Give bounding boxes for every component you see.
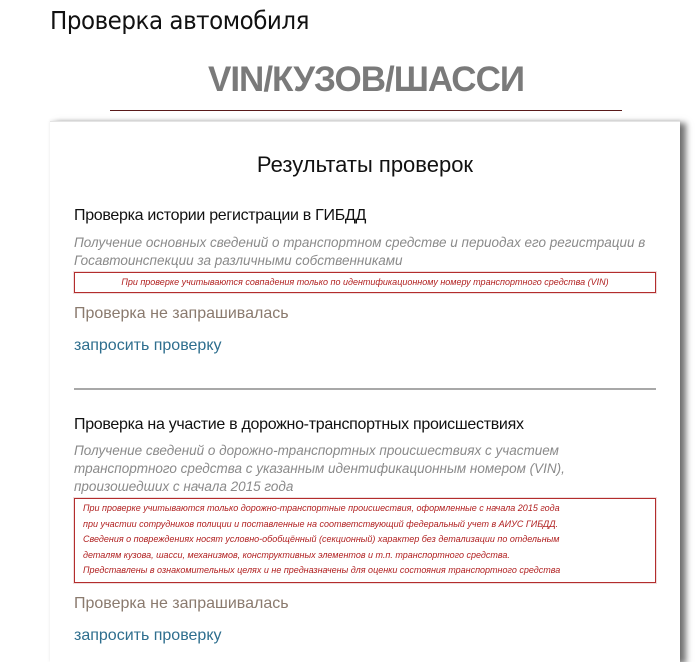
request-check-link[interactable]: запросить проверку xyxy=(74,337,222,354)
section-title: Проверка истории регистрации в ГИБДД xyxy=(74,207,366,224)
notice-line: при участии сотрудников полиции и поставленные на соответствующий федеральный учет в АИУС ГИБДД. xyxy=(83,518,559,529)
section-road-accidents xyxy=(74,416,656,645)
notice-box xyxy=(74,498,656,583)
section-description: Получение основных сведений о транспортном средстве и периодах его регистрации в Госавтоинспекции за различными собственниками xyxy=(74,235,646,268)
section-registration-history xyxy=(74,207,656,355)
status-text: Проверка не запрашивалась xyxy=(74,594,289,612)
notice-box xyxy=(74,272,656,293)
results-title: Результаты проверок xyxy=(256,152,474,177)
vin-body-chassis-heading: VIN/КУЗОВ/ШАССИ xyxy=(207,60,525,99)
notice-line: Сведения о повреждениях носят условно-обобщённый (секционный) характер без детализации по отдельным xyxy=(83,534,560,544)
notice-line: деталям кузова, шасси, механизмов, конструктивных элементов и т.п. транспортного средства. xyxy=(83,549,510,560)
page-title: Проверка автомобиля xyxy=(50,6,310,35)
notice-line: При проверке учитываются совпадения только по идентификационному номеру транспортного средства (VIN) xyxy=(121,277,609,287)
section-description: Получение сведений о дорожно-транспортных происшествиях с участием транспортного средства с указанным идентификационным номером (VIN), произошедших с начала 2015 года xyxy=(74,443,565,494)
results-card xyxy=(50,121,680,662)
status-text: Проверка не запрашивалась xyxy=(74,305,289,322)
section-divider xyxy=(74,388,656,390)
notice-line: Представлены в ознакомительных целях и не предназначены для оценки состояния транспортного средства xyxy=(83,565,561,575)
section-title: Проверка на участие в дорожно-транспортных происшествиях xyxy=(74,416,524,433)
heading-underline xyxy=(110,110,622,111)
notice-line: При проверке учитываются только дорожно-транспортные происшествия, оформленные с начала 2015 года xyxy=(83,503,560,513)
request-check-link[interactable]: запросить проверку xyxy=(74,626,222,644)
